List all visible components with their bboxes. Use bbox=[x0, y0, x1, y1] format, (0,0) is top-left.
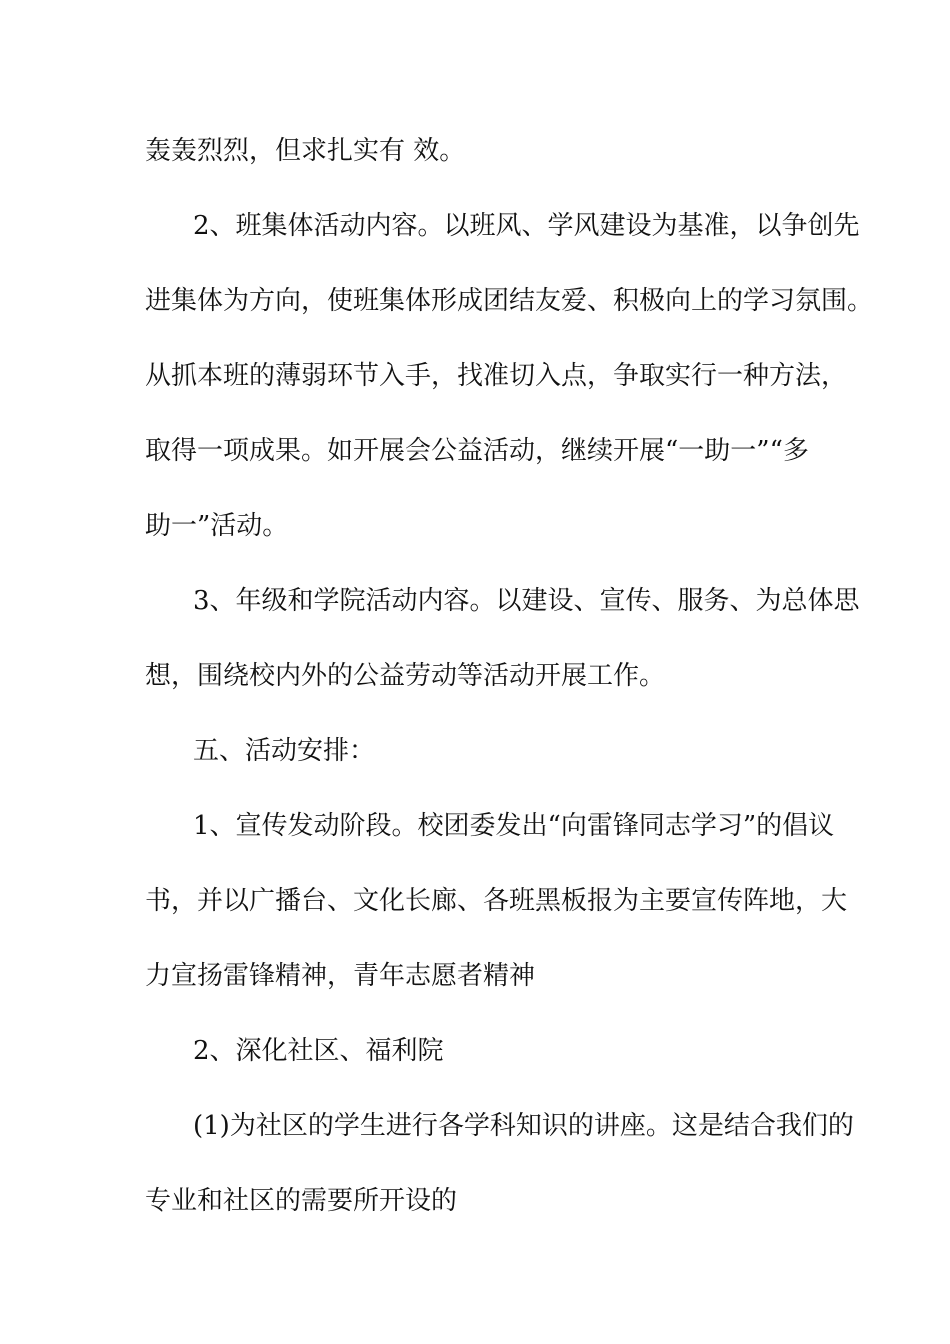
text-line: 从抓本班的薄弱环节入手，找准切入点，争取实行一种方法， bbox=[145, 361, 848, 391]
text-line: 想，围绕校内外的公益劳动等活动开展工作。 bbox=[145, 661, 666, 691]
text-line: 书，并以广播台、文化长廊、各班黑板报为主要宣传阵地，大 bbox=[145, 886, 848, 916]
text-line: 1、宣传发动阶段。校团委发出“向雷锋同志学习”的倡议 bbox=[193, 811, 835, 841]
text-line: 2、班集体活动内容。以班风、学风建设为基准，以争创先 bbox=[193, 211, 860, 241]
text-line: 助一”活动。 bbox=[145, 511, 289, 541]
section-heading: 五、活动安排： bbox=[193, 736, 376, 766]
text-line: 轰轰烈烈，但求扎实有 效。 bbox=[145, 136, 466, 166]
text-line: (1)为社区的学生进行各学科知识的讲座。这是结合我们的 bbox=[193, 1111, 854, 1141]
text-line: 力宣扬雷锋精神，青年志愿者精神 bbox=[145, 961, 536, 991]
text-line: 3、年级和学院活动内容。以建设、宣传、服务、为总体思 bbox=[193, 586, 860, 616]
text-line: 取得一项成果。如开展会公益活动，继续开展“一助一”“多 bbox=[145, 436, 809, 466]
text-line: 专业和社区的需要所开设的 bbox=[145, 1186, 458, 1216]
text-line: 进集体为方向，使班集体形成团结友爱、积极向上的学习氛围。 bbox=[145, 286, 874, 316]
text-line: 2、深化社区、福利院 bbox=[193, 1036, 444, 1066]
